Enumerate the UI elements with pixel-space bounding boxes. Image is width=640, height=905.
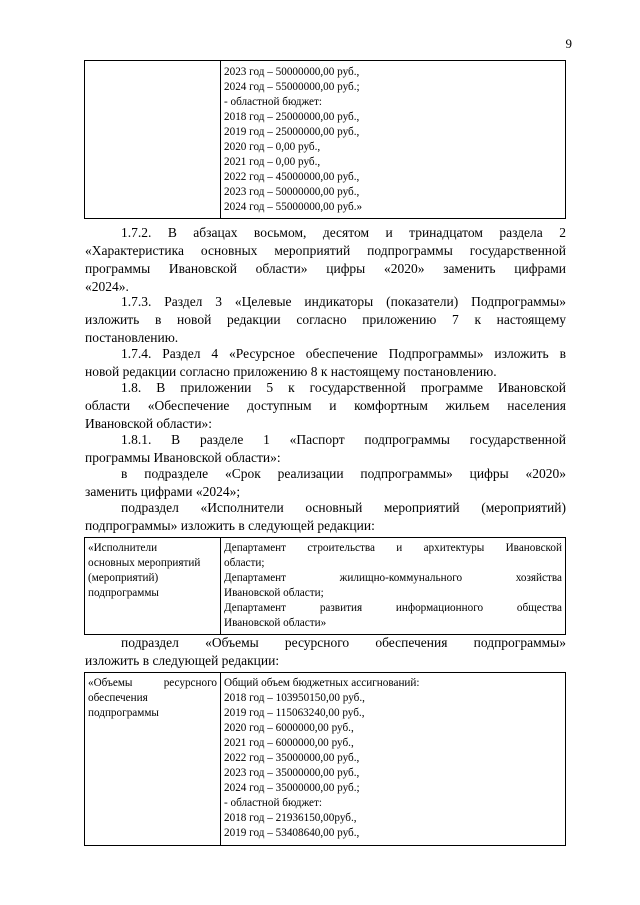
- paragraph-line: 1.7.3. Раздел 3 «Целевые индикаторы (показатели) Подпрограммы»: [121, 294, 566, 309]
- paragraph-line: программы Ивановской области»:: [85, 450, 281, 465]
- table1-line: 2023 год – 50000000,00 руб.,: [224, 186, 360, 198]
- table1-line: - областной бюджет:: [224, 96, 323, 108]
- table1-left-cell: [85, 61, 221, 219]
- resources-value-line: 2019 год – 115063240,00 руб.,: [224, 707, 365, 719]
- resources-label-line: обеспечения: [88, 692, 148, 704]
- paragraph-line: заменить цифрами «2024»;: [85, 484, 241, 499]
- resources-label-line: подпрограммы: [88, 707, 159, 719]
- paragraph-line: области «Обеспечение доступным и комфортным жильем населения: [85, 398, 566, 413]
- resources-value-line: 2023 год – 35000000,00 руб.,: [224, 767, 360, 779]
- paragraph-line: 1.8. В приложении 5 к государственной программе Ивановской: [121, 380, 566, 395]
- resources-value-line: 2021 год – 6000000,00 руб.,: [224, 737, 354, 749]
- executors-value-cell: [221, 538, 566, 635]
- paragraph-1-7-4: [85, 345, 566, 381]
- resources-table: [84, 672, 566, 846]
- executors-label-line: основных мероприятий: [88, 557, 201, 569]
- paragraph-line: подраздел «Исполнители основный мероприятий (мероприятий): [121, 500, 566, 515]
- paragraph-line: «2024».: [85, 279, 129, 294]
- paragraph-line: подраздел «Объемы ресурсного обеспечения подпрограммы»: [121, 635, 566, 650]
- table1-line: 2019 год – 25000000,00 руб.,: [224, 126, 360, 138]
- paragraph-line: 1.8.1. В разделе 1 «Паспорт подпрограммы государственной: [121, 432, 566, 447]
- paragraph-line: программы Ивановской области» цифры «2020» заменить цифрами: [85, 261, 566, 276]
- resources-value-line: 2024 год – 35000000,00 руб.;: [224, 782, 360, 794]
- resources-value-line: Общий объем бюджетных ассигнований:: [224, 677, 420, 689]
- executors-label-cell: [85, 538, 221, 635]
- resources-label-line: «Объемы ресурсного: [88, 677, 217, 689]
- resources-value-line: 2018 год – 21936150,00руб.,: [224, 812, 357, 824]
- paragraph-line: изложить в следующей редакции:: [85, 653, 280, 668]
- executors-value-line: Ивановской области;: [224, 587, 324, 599]
- resources-value-line: 2019 год – 53408640,00 руб.,: [224, 827, 360, 839]
- paragraph-line: изложить в новой редакции согласно приложению 7 к настоящему: [85, 312, 566, 327]
- resources-value-line: 2020 год – 6000000,00 руб.,: [224, 722, 354, 734]
- executors-value-line: области;: [224, 557, 265, 569]
- table1-line: 2020 год – 0,00 руб.,: [224, 141, 321, 153]
- executors-table: [84, 537, 566, 635]
- funding-table-continuation: [84, 60, 566, 219]
- paragraph-1-8: [85, 379, 566, 433]
- paragraph-1-7-3: [85, 293, 566, 347]
- table1-line: 2023 год – 50000000,00 руб.,: [224, 66, 360, 78]
- resources-value-line: - областной бюджет:: [224, 797, 323, 809]
- paragraph-line: Ивановской области»:: [85, 416, 213, 431]
- paragraph-line: подпрограммы» изложить в следующей редакции:: [85, 518, 375, 533]
- resources-value-line: 2018 год – 103950150,00 руб.,: [224, 692, 365, 704]
- paragraph-term: [85, 465, 566, 501]
- paragraph-line: 1.7.4. Раздел 4 «Ресурсное обеспечение Подпрограммы» изложить в: [121, 346, 566, 361]
- paragraph-executors: [85, 499, 566, 535]
- paragraph-line: 1.7.2. В абзацах восьмом, десятом и тринадцатом раздела 2: [121, 225, 566, 240]
- table1-line: 2018 год – 25000000,00 руб.,: [224, 111, 360, 123]
- table1-line: 2021 год – 0,00 руб.,: [224, 156, 321, 168]
- executors-value-line: Департамент строительства и архитектуры Ивановской: [224, 542, 562, 554]
- executors-value-line: Департамент развития информационного общества: [224, 602, 562, 614]
- resources-value-line: 2022 год – 35000000,00 руб.,: [224, 752, 360, 764]
- resources-value-cell: [221, 673, 566, 846]
- executors-label-line: «Исполнители: [88, 542, 158, 554]
- executors-value-line: Ивановской области»: [224, 617, 327, 629]
- resources-label-cell: [85, 673, 221, 846]
- executors-label-line: подпрограммы: [88, 587, 159, 599]
- paragraph-resources: [85, 634, 566, 670]
- paragraph-line: новой редакции согласно приложению 8 к настоящему постановлению.: [85, 364, 497, 379]
- table1-line: 2024 год – 55000000,00 руб.»: [224, 201, 363, 213]
- paragraph-line: постановлению.: [85, 330, 179, 345]
- paragraph-line: «Характеристика основных мероприятий подпрограммы государственной: [85, 243, 566, 258]
- table1-right-cell: [221, 61, 566, 219]
- executors-label-line: (мероприятий): [88, 572, 159, 584]
- table1-line: 2024 год – 55000000,00 руб.;: [224, 81, 360, 93]
- paragraph-line: в подразделе «Срок реализации подпрограммы» цифры «2020»: [121, 466, 566, 481]
- page-number: 9: [565, 36, 572, 51]
- paragraph-1-7-2: [85, 224, 566, 296]
- paragraph-1-8-1: [85, 431, 566, 467]
- table1-line: 2022 год – 45000000,00 руб.,: [224, 171, 360, 183]
- executors-value-line: Департамент жилищно-коммунального хозяйства: [224, 572, 562, 584]
